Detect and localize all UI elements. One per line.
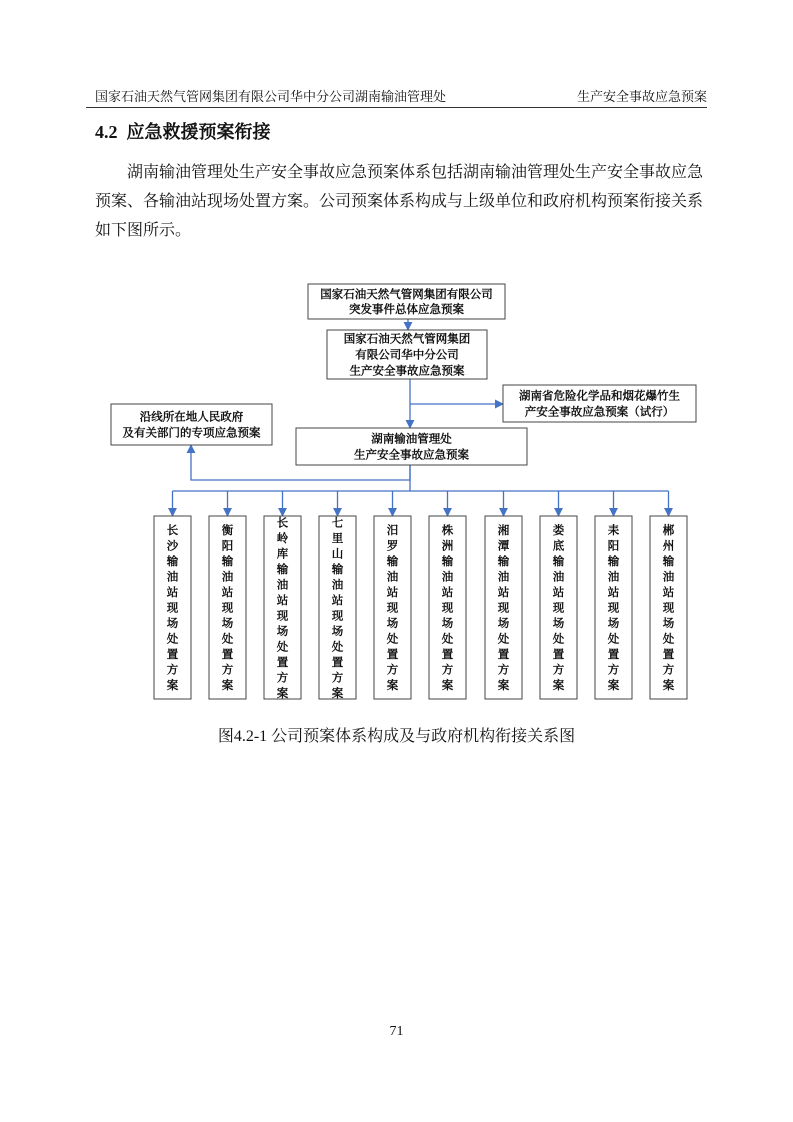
station-plan-box-6-label: 株洲输油站现场处置方案: [441, 523, 454, 692]
station-plan-box-8-label: 娄底输油站现场处置方案: [552, 523, 565, 692]
top-group-plan-box-line-1: 国家石油天然气管网集团有限公司: [320, 287, 493, 301]
hunan-province-plan-box: [503, 385, 696, 422]
station-plan-box-5: [374, 516, 411, 699]
top-group-plan-box-line-2: 突发事件总体应急预案: [349, 302, 464, 316]
central-china-plan-box-line-3: 生产安全事故应急预案: [349, 363, 465, 378]
station-plan-box-8: [540, 516, 577, 699]
station-plan-box-10: [650, 516, 687, 699]
hunan-pipeline-plan-box-line-1: 湖南输油管理处: [371, 431, 452, 446]
station-plan-box-2: [209, 516, 246, 699]
central-china-plan-box: [327, 330, 487, 379]
central-china-plan-box-line-2: 有限公司华中分公司: [355, 347, 459, 362]
diagram-nodes: [111, 284, 696, 700]
station-plan-box-7: [485, 516, 522, 699]
station-plan-box-3: [264, 515, 301, 700]
local-government-plan-box: [111, 404, 272, 445]
hunan-pipeline-plan-box-line-2: 生产安全事故应急预案: [354, 447, 469, 462]
station-plan-box-7-label: 湘潭输油站现场处置方案: [497, 523, 510, 692]
station-plan-box-9: [595, 516, 632, 699]
station-plan-box-10-label: 郴州输油站现场处置方案: [662, 523, 675, 692]
station-plan-box-1-label: 长沙输油站现场处置方案: [166, 523, 179, 692]
hunan-pipeline-plan-box: [296, 428, 527, 465]
section-title: 应急救援预案衔接: [126, 122, 271, 142]
station-plan-box-4: [319, 515, 356, 700]
station-plan-box-6: [429, 516, 466, 699]
hunan-province-plan-box-line-1: 湖南省危险化学品和烟花爆竹生: [519, 388, 680, 403]
body-paragraph: 湖南输油管理处生产安全事故应急预案体系包括湖南输油管理处生产安全事故应急预案、各输油站现场处置方案。公司预案体系构成与上级单位和政府机构预案衔接关系如下图所示。: [95, 164, 704, 239]
header-doc-title: 生产安全事故应急预案: [576, 89, 707, 104]
page-number: 71: [389, 1024, 404, 1039]
station-plan-box-1: [154, 516, 191, 699]
header-org-name: 国家石油天然气管网集团有限公司华中分公司湖南输油管理处: [95, 89, 447, 104]
hunan-province-plan-box-line-2: 产安全事故应急预案（试行）: [524, 404, 675, 419]
station-plan-box-3-label: 长岭库输油站现场处置方案: [276, 515, 289, 700]
station-plan-box-2-label: 衡阳输油站现场处置方案: [221, 523, 234, 692]
station-plan-box-4-label: 七里山输油站现场处置方案: [331, 515, 344, 700]
central-china-plan-box-line-1: 国家石油天然气管网集团: [343, 331, 471, 346]
station-plan-box-9-label: 耒阳输油站现场处置方案: [607, 523, 620, 692]
top-group-plan-box: [308, 284, 505, 319]
section-number: 4.2: [95, 122, 118, 142]
figure-caption: 图4.2-1 公司预案体系构成及与政府机构衔接关系图: [217, 728, 576, 745]
local-government-plan-box-line-2: 及有关部门的专项应急预案: [122, 425, 261, 440]
local-government-plan-box-line-1: 沿线所在地人民政府: [139, 409, 244, 424]
station-plan-box-5-label: 汨罗输油站现场处置方案: [386, 523, 399, 692]
